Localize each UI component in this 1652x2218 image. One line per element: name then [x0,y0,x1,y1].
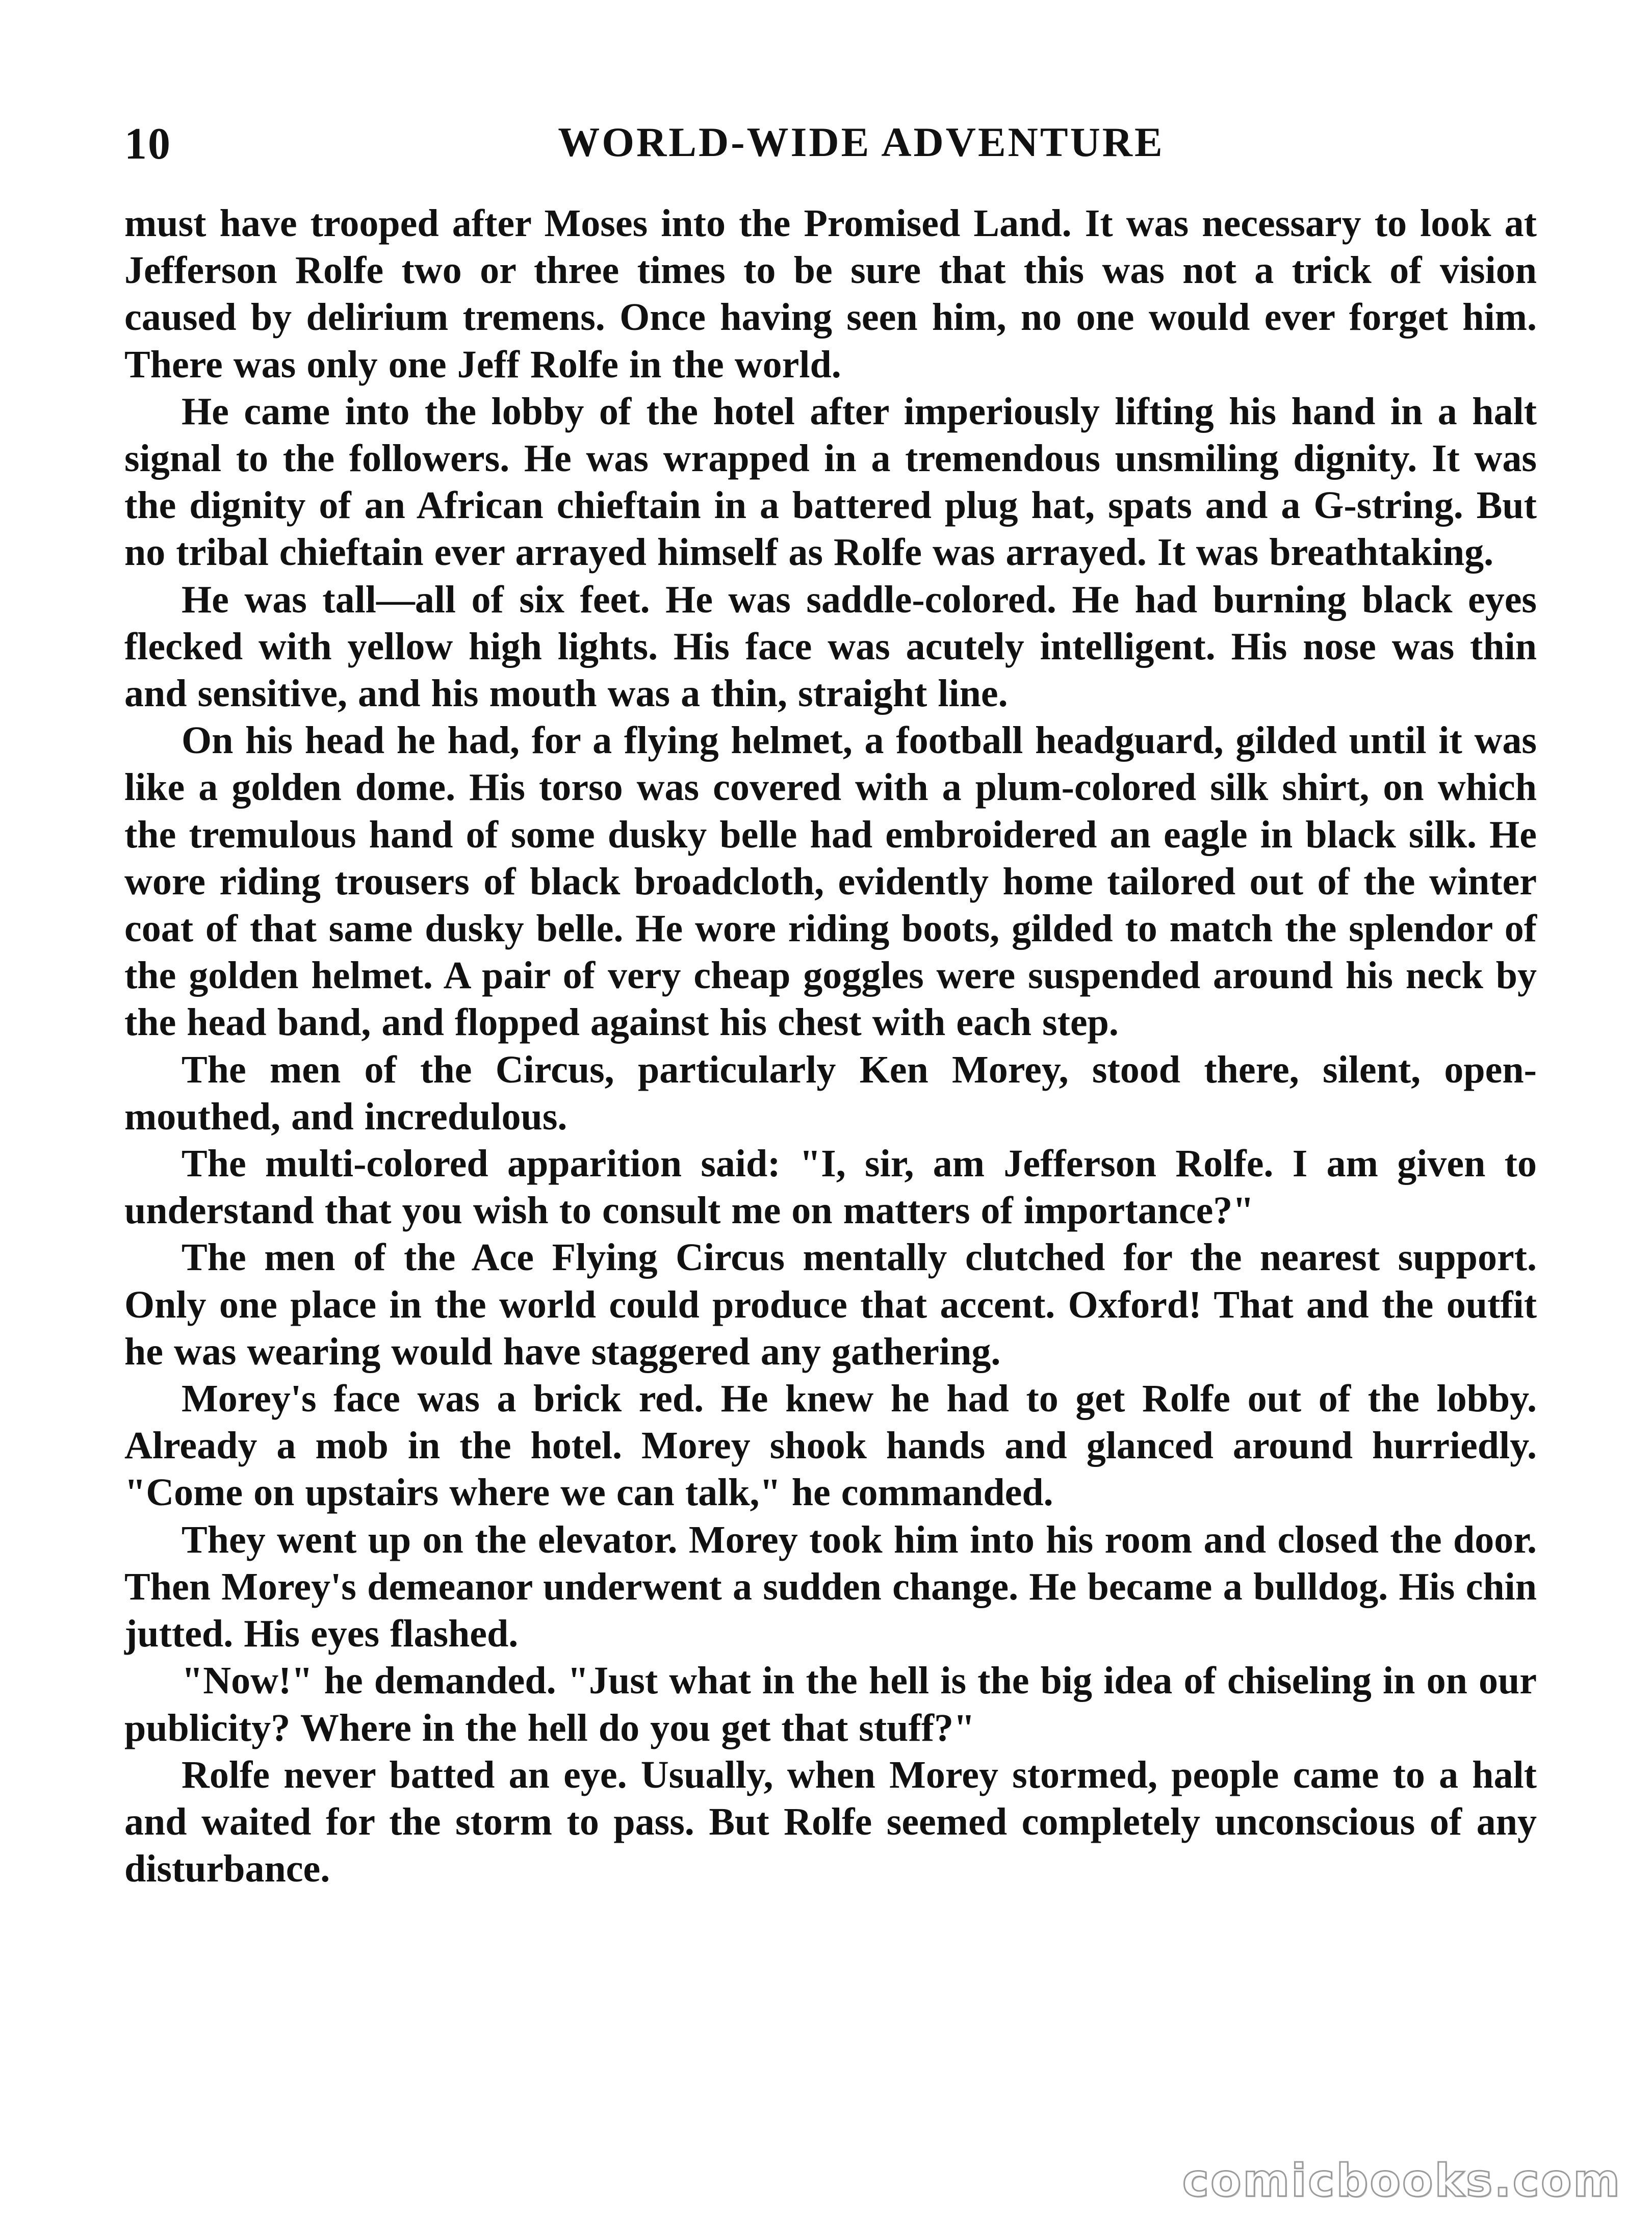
running-head [124,118,1537,174]
page-number: 10 [124,119,171,169]
paragraph: On his head he had, for a flying helmet, a football headguard, gilded until it was like a golden dome. His torso was covered with a plum-colored silk shirt, on which the tremulous hand of some dusky belle had embroidered an eagle in black silk. He wore riding trousers of black broadcloth, evidently home tailored out of the winter coat of that same dusky belle. He wore riding boots, gilded to match the splendor of the golden helmet. A pair of very cheap goggles were suspended around his neck by the head band, and flopped against his chest with each step. [124,719,1537,1044]
paragraph: The multi-colored apparition said: "I, sir, am Jefferson Rolfe. I am given to understand that you wish to consult me on matters of importance?" [124,1142,1537,1232]
paragraph: He was tall—all of six feet. He was saddle-colored. He had burning black eyes flecked with yellow high lights. His face was acutely intelligent. His nose was thin and sensitive, and his mouth was a thin, straight line. [124,578,1537,715]
paragraph: The men of the Circus, particularly Ken Morey, stood there, silent, open-mouthed, and incredulous. [124,1048,1537,1138]
watermark-logo: comicbooks.com [1182,2154,1621,2207]
paragraph: "Now!" he demanded. "Just what in the hell is the big idea of chiseling in on our publicity? Where in the hell do you get that stuff?" [124,1659,1537,1749]
paragraph: must have trooped after Moses into the Promised Land. It was necessary to look at Jefferson Rolfe two or three times to be sure that this was not a trick of vision caused by delirium tremens. Once having seen him, no one would ever forget him. There was only one Jeff Rolfe in the world. [124,202,1537,386]
paragraph: They went up on the elevator. Morey took him into his room and closed the door. Then Morey's demeanor underwent a sudden change. He became a bulldog. His chin jutted. His eyes flashed. [124,1518,1537,1656]
paragraph: Rolfe never batted an eye. Usually, when Morey stormed, people came to a halt and waited for the storm to pass. But Rolfe seemed completely unconscious of any disturbance. [124,1753,1537,1891]
paragraph: Morey's face was a brick red. He knew he had to get Rolfe out of the lobby. Already a mob in the hotel. Morey shook hands and glanced around hurriedly. "Come on upstairs where we can talk," he commanded. [124,1377,1537,1514]
book-page [124,0,1537,2218]
body-text [124,200,1537,1892]
paragraph: He came into the lobby of the hotel after imperiously lifting his hand in a halt signal to the followers. He was wrapped in a tremendous unsmiling dignity. It was the dignity of an African chieftain in a battered plug hat, spats and a G-string. But no tribal chieftain ever arrayed himself as Rolfe was arrayed. It was breathtaking. [124,390,1537,574]
paragraph: The men of the Ace Flying Circus mentally clutched for the nearest support. Only one place in the world could produce that accent. Oxford! That and the outfit he was wearing would have staggered any gathering. [124,1236,1537,1373]
book-title: WORLD-WIDE ADVENTURE [558,119,1165,165]
